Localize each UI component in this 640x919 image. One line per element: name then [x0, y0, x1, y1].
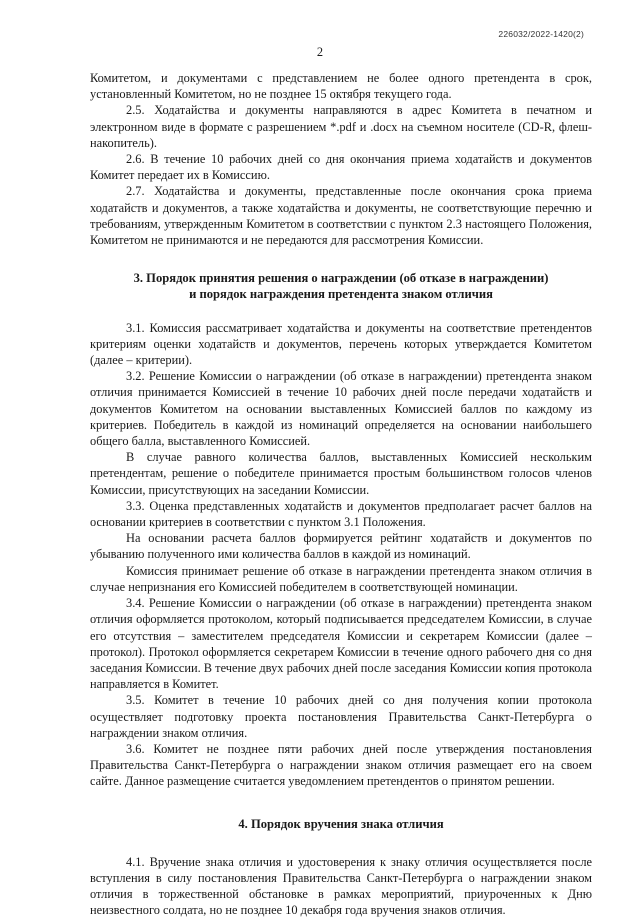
- page-number: 2: [316, 45, 324, 59]
- section-3-title-line-2: и порядок награждения претендента знаком отличия: [189, 287, 493, 302]
- paragraph-3-3-refusal: Комиссия принимает решение об отказе в награждении претендента знаком отличия в случае непризнания его Комиссией победителем в соответствующей номинации.: [90, 563, 592, 594]
- paragraph-continuation: Комитетом, и документами с представлением не более одного претендента в срок, установленный Комитетом, но не позднее 15 октября текущего года.: [90, 71, 592, 102]
- section-4-title: 4. Порядок вручения знака отличия: [238, 816, 444, 831]
- paragraph-3-2: 3.2. Решение Комиссии о награждении (об отказе в награждении) претендента знаком отличия принимается Комиссией в течение 10 рабочих дней после передачи ходатайств и документов Комитетом на основании выставленных Комиссией баллов по каждому из критериев. Победитель в каждой из номинаций определяется на основании наибольшего общего балла, выставленного Комиссией.: [90, 369, 592, 449]
- paragraph-3-1: 3.1. Комиссия рассматривает ходатайства и документы на соответствие претендентов критериям оценки ходатайств и документов, перечень которых утверждается Комитетом (далее – критерии).: [90, 320, 592, 368]
- paragraph-2-7: 2.7. Ходатайства и документы, представленные после окончания срока приема ходатайств и документов, а также ходатайства и документы, не соответствующие перечню и требованиям, утвержденным Комитетом в соответствии с пунктом 2.3 настоящего Положения, Комитетом не принимаются и не передаются для рассмотрения Комиссии.: [90, 184, 592, 248]
- paragraph-2-5: 2.5. Ходатайства и документы направляются в адрес Комитета в печатном и электронном виде в формате с разрешением *.pdf и .docx на съемном носителе (CD-R, флеш-накопитель).: [90, 103, 592, 150]
- section-3-title: [90, 270, 592, 302]
- paragraph-3-3-rating: На основании расчета баллов формируется рейтинг ходатайств и документов по убыванию полученного ими количества баллов в каждой из номинаций.: [90, 531, 592, 562]
- paragraph-3-2-tie: В случае равного количества баллов, выставленных Комиссией нескольким претендентам, решение о победителе принимается простым большинством голосов членов Комиссии, присутствующих на заседании Комиссии.: [90, 450, 592, 497]
- document-number: 226032/2022-1420(2): [498, 29, 584, 39]
- document-body: [90, 70, 592, 919]
- paragraph-3-4: 3.4. Решение Комиссии о награждении (об отказе в награждении) претендента знаком отличия оформляется протоколом, который подписывается председателем Комиссии, в случае его отсутствия – заместителем председателя Комиссии и секретарем Комиссии (далее – протокол). Протокол оформляется секретарем Комиссии в течение одного рабочего дня со дня заседания Комиссии. В течение двух рабочих дней после заседания Комиссии копия протокола направляется в Комитет.: [90, 596, 592, 692]
- paragraph-4-1: 4.1. Вручение знака отличия и удостоверения к знаку отличия осуществляется после вступления в силу постановления Правительства Санкт-Петербурга о награждении знаком отличия в торжественной обстановке в рамках мероприятий, приуроченных к Дню неизвестного солдата, но не позднее 10 декабря года вручения знаков отличия.: [90, 854, 592, 918]
- paragraph-2-6: 2.6. В течение 10 рабочих дней со дня окончания приема ходатайств и документов Комитет передает их в Комиссию.: [90, 152, 592, 183]
- paragraph-3-6: 3.6. Комитет не позднее пяти рабочих дней после утверждения постановления Правительства Санкт-Петербурга о награждении знаком отличия размещает его на своем сайте. Данное размещение считается уведомлением претендентов о принятом решении.: [90, 741, 592, 789]
- paragraph-3-3: 3.3. Оценка представленных ходатайств и документов предполагает расчет баллов на основании критериев в соответствии с пунктом 3.1 Положения.: [90, 498, 592, 530]
- section-3-title-line-1: 3. Порядок принятия решения о награждении (об отказе в награждении): [133, 271, 549, 286]
- paragraph-3-5: 3.5. Комитет в течение 10 рабочих дней со дня получения копии протокола осуществляет подготовку проекта постановления Правительства Санкт-Петербурга о награждении знаком отличия.: [90, 693, 592, 740]
